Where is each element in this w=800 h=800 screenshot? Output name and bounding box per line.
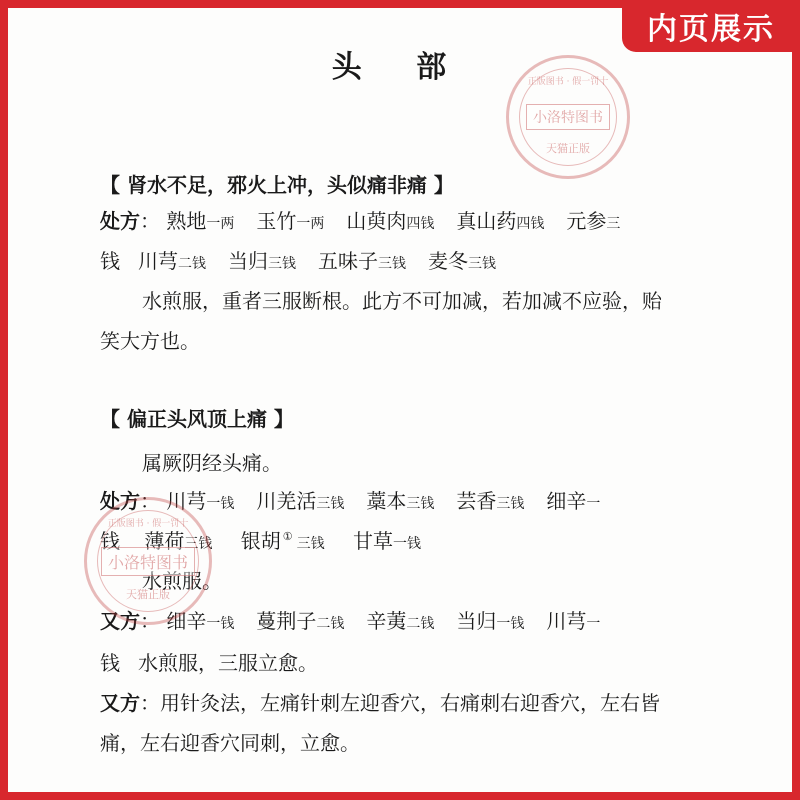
herb-name: 芸香: [456, 489, 497, 513]
herb-item: [566, 209, 620, 233]
herb-name: 细辛: [546, 489, 587, 513]
watermark-stamp-2: 正版图书 · 假一罚十 小洛特图书 天猫正版: [84, 497, 212, 625]
section2-rx-line2: 钱 薄荷三钱 银胡 ① 三钱 甘草一钱: [100, 529, 421, 553]
herb-name: 川芎: [138, 249, 178, 273]
herb-item: [318, 249, 406, 273]
herb-name: 细辛: [166, 609, 207, 633]
herb-dose: 四钱: [406, 216, 435, 232]
herb-dose: 三钱: [316, 496, 345, 512]
herb-dose: 一钱: [206, 496, 235, 512]
herb-name: 熟地: [166, 209, 207, 233]
herb-item: [256, 209, 324, 233]
herb-item: [456, 209, 544, 233]
herb-item: [166, 209, 234, 233]
herb-dose: 二钱: [406, 616, 435, 632]
herb-item: [456, 609, 524, 633]
herb-item: [546, 489, 600, 513]
herb-item: [228, 249, 296, 273]
herb-name: 川羌活: [256, 489, 317, 513]
herb-name: 山萸肉: [346, 209, 407, 233]
herb-dose: 三: [606, 216, 621, 232]
section1-rx-line1: 处方： 熟地一两 玉竹一两 山萸肉四钱 真山药四钱 元参三: [100, 209, 621, 233]
section2-method: 水煎服。: [142, 569, 222, 593]
herb-item: [366, 489, 434, 513]
herb-item: [546, 609, 600, 633]
herb-name: 当归: [228, 249, 268, 273]
herb-item: [346, 209, 434, 233]
section2-desc: 属厥阴经头痛。: [142, 451, 282, 475]
herb-item: [138, 249, 206, 273]
herb-item: [456, 489, 524, 513]
herb-name: 五味子: [318, 249, 378, 273]
herb-dose: 四钱: [516, 216, 545, 232]
herb-item: [428, 249, 496, 273]
herb-name: 玉竹: [256, 209, 297, 233]
herb-dose: 二钱: [178, 256, 206, 272]
herb-item: [256, 609, 344, 633]
section1-heading: 【 肾水不足，邪火上冲，头似痛非痛 】: [100, 173, 454, 197]
herb-dose: 三钱: [406, 496, 435, 512]
herb-dose: 三钱: [468, 256, 496, 272]
alt1-line1: 又方： 细辛一钱 蔓荆子二钱 辛荑二钱 当归一钱 川芎一: [100, 609, 601, 633]
alt1-line2: 钱 水煎服，三服立愈。: [100, 651, 318, 675]
section2-heading: 【 偏正头风顶上痛 】: [100, 407, 294, 431]
herb-name: 川芎: [166, 489, 207, 513]
herb-dose: 一两: [206, 216, 235, 232]
alt2-line2: 痛，左右迎香穴同刺，立愈。: [100, 731, 360, 755]
herb-dose: 三钱: [496, 496, 525, 512]
section1-rx-line2: 钱 川芎二钱 当归三钱 五味子三钱 麦冬三钱: [100, 249, 496, 273]
herb-name: 当归: [456, 609, 497, 633]
herb-name: 川芎: [546, 609, 587, 633]
herb-name: 蔓荆子: [256, 609, 317, 633]
page-title: 头 部: [331, 50, 469, 85]
herb-name: 辛荑: [366, 609, 407, 633]
herb-name: 藁本: [366, 489, 407, 513]
section1-note: 水煎服，重者三服断根。此方不可加减，若加减不应验，贻: [142, 289, 662, 313]
herb-dose: 一钱: [206, 616, 235, 632]
watermark-stamp: 正版图书 · 假一罚十 小洛特图书 天猫正版: [506, 55, 630, 179]
herb-dose: 一钱: [496, 616, 525, 632]
herb-dose: 一: [586, 496, 601, 512]
preview-badge: 内页展示: [622, 0, 800, 52]
section1-note-cont: 笑大方也。: [100, 329, 200, 353]
herb-dose: 三钱: [268, 256, 296, 272]
herb-dose: 二钱: [316, 616, 345, 632]
section2-rx-line1: 处方： 川芎一钱 川羌活三钱 藁本三钱 芸香三钱 细辛一: [100, 489, 601, 513]
herb-name: 真山药: [456, 209, 517, 233]
herb-dose: 一两: [296, 216, 325, 232]
herb-item: [256, 489, 344, 513]
herb-name: 麦冬: [428, 249, 468, 273]
alt2-line1: 又方：用针灸法，左痛针刺左迎香穴，右痛刺右迎香穴，左右皆: [100, 691, 660, 715]
footnote-marker: ①: [282, 530, 293, 543]
herb-item: [366, 609, 434, 633]
herb-name: 元参: [566, 209, 607, 233]
herb-dose: 一: [586, 616, 601, 632]
herb-dose: 三钱: [378, 256, 406, 272]
